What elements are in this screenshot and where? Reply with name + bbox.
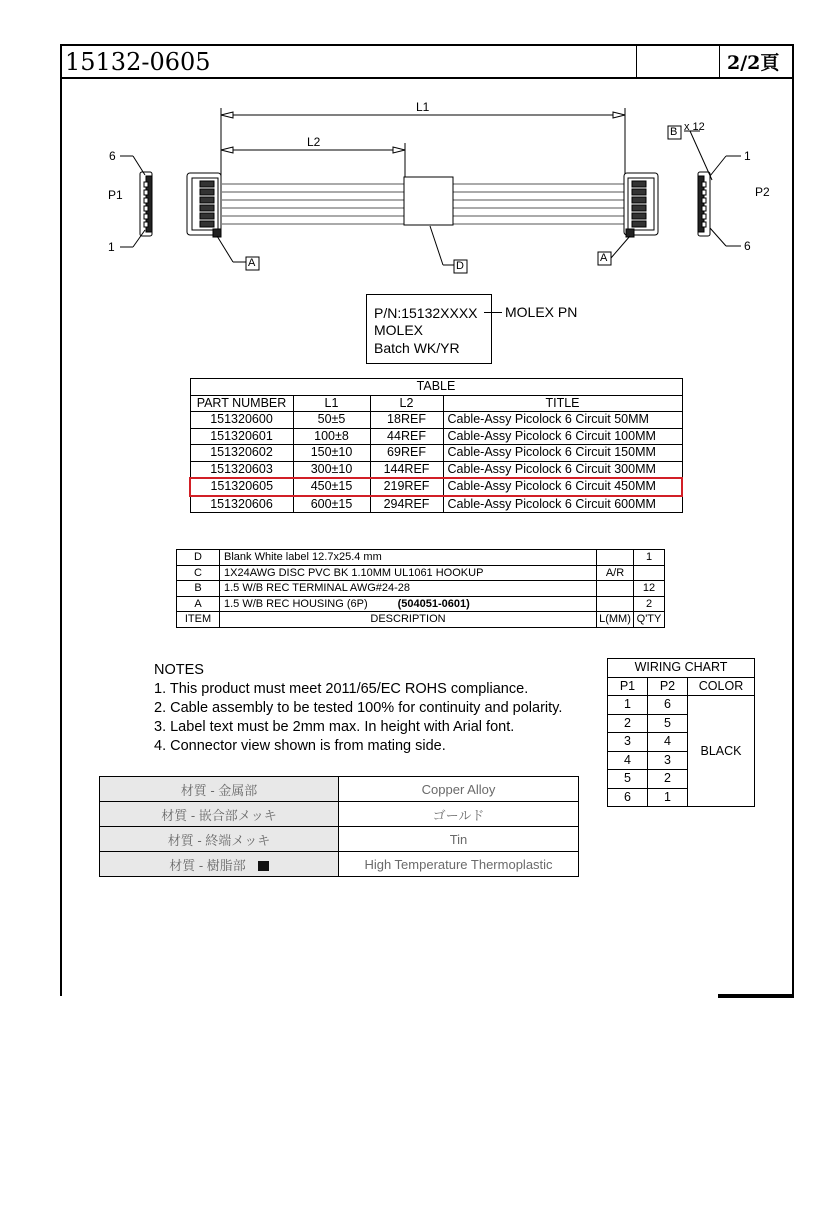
p1-pin-bottom: 1 (108, 240, 115, 254)
table-header: L(MM) (597, 612, 634, 628)
cable-label (404, 177, 453, 225)
label-line-3: Batch WK/YR (374, 340, 460, 356)
table-cell: 1 (648, 788, 688, 807)
callout-d: D (456, 260, 464, 272)
p1-face-view (140, 172, 152, 236)
table-row (190, 496, 682, 513)
table-cell: Cable-Assy Picolock 6 Circuit 100MM (443, 428, 682, 445)
table-header: L1 (293, 395, 370, 412)
material-value: ゴールド (339, 802, 579, 827)
material-value: Copper Alloy (339, 777, 579, 802)
title-block-bottom-line (60, 77, 794, 79)
table-header: P2 (648, 677, 688, 696)
table-header: COLOR (688, 677, 755, 696)
table-cell (597, 581, 634, 597)
table-row (190, 412, 682, 429)
table-cell: 1.5 W/B REC TERMINAL AWG#24-28 (220, 581, 597, 597)
table-cell: Cable-Assy Picolock 6 Circuit 600MM (443, 496, 682, 513)
title-block-divider (719, 44, 720, 78)
table-cell: D (177, 550, 220, 566)
table-cell: Cable-Assy Picolock 6 Circuit 50MM (443, 412, 682, 429)
p1-pin-top: 6 (109, 149, 116, 163)
table-row (177, 581, 665, 597)
table-cell: 144REF (370, 461, 443, 478)
p1-label: P1 (108, 188, 123, 202)
housing-part-number: (504051-0601) (397, 597, 470, 610)
arrowhead (393, 147, 405, 153)
table-row (100, 777, 579, 802)
notes-heading: NOTES (154, 662, 204, 678)
p2-face-view (698, 172, 710, 236)
table-cell: 1X24AWG DISC PVC BK 1.10MM UL1061 HOOKUP (220, 565, 597, 581)
frame-top-line (60, 44, 794, 46)
cable-assembly-drawing (0, 90, 827, 280)
part-number-table (189, 378, 683, 513)
note-item: 3. Label text must be 2mm max. In height with Arial font. (154, 719, 515, 735)
table-header: P1 (608, 677, 648, 696)
wiring-chart-table (607, 658, 755, 807)
table-header: PART NUMBER (190, 395, 293, 412)
table-row (190, 445, 682, 462)
table-cell: 69REF (370, 445, 443, 462)
color-swatch-icon (258, 861, 269, 871)
table-row-highlighted (190, 478, 682, 496)
table-cell: 5 (608, 770, 648, 789)
p2-label: P2 (755, 185, 770, 199)
housing-description: 1.5 W/B REC HOUSING (6P) (224, 597, 368, 610)
table-cell: 50±5 (293, 412, 370, 429)
label-line-2: MOLEX (374, 322, 424, 338)
arrowhead (613, 112, 625, 118)
table-cell: 3 (648, 751, 688, 770)
table-header: ITEM (177, 612, 220, 628)
table-cell: 4 (608, 751, 648, 770)
table-cell: 6 (608, 788, 648, 807)
wire-color-cell: BLACK (688, 696, 755, 807)
p1-side-view (187, 173, 221, 237)
table-row (100, 852, 579, 877)
table-cell: 2 (648, 770, 688, 789)
note-item: 2. Cable assembly to be tested 100% for continuity and polarity. (154, 700, 563, 716)
table-cell: 151320603 (190, 461, 293, 478)
materials-table (99, 776, 579, 877)
table-cell: 151320605 (190, 478, 293, 496)
table-row (177, 565, 665, 581)
material-key (100, 852, 339, 877)
wiring-chart-title: WIRING CHART (608, 659, 755, 678)
callout-a-right: A (600, 252, 608, 264)
table-cell: 151320600 (190, 412, 293, 429)
table-caption: TABLE (190, 379, 682, 396)
table-row (100, 827, 579, 852)
material-key-text: 材質 - 樹脂部 (169, 857, 246, 873)
bill-of-materials-table (176, 549, 665, 628)
arrowhead (221, 112, 233, 118)
table-cell: A/R (597, 565, 634, 581)
table-header: TITLE (443, 395, 682, 412)
table-cell: 3 (608, 733, 648, 752)
table-cell: 18REF (370, 412, 443, 429)
table-cell: 600±15 (293, 496, 370, 513)
table-row (608, 696, 755, 715)
table-cell: 151320601 (190, 428, 293, 445)
table-row (177, 550, 665, 566)
table-cell (597, 550, 634, 566)
table-cell: Cable-Assy Picolock 6 Circuit 450MM (443, 478, 682, 496)
material-key: 材質 - 金属部 (100, 777, 339, 802)
table-cell: 151320606 (190, 496, 293, 513)
table-cell: 1 (608, 696, 648, 715)
dim-l2-label: L2 (307, 135, 321, 149)
material-key: 材質 - 嵌合部メッキ (100, 802, 339, 827)
callout-a-left: A (248, 257, 256, 269)
table-header: DESCRIPTION (220, 612, 597, 628)
notes-section (154, 661, 562, 756)
table-cell: 100±8 (293, 428, 370, 445)
table-row (100, 802, 579, 827)
table-cell: B (177, 581, 220, 597)
table-cell: 151320602 (190, 445, 293, 462)
callout-b-qty: x 12 (684, 121, 705, 133)
doc-number: 15132-0605 (65, 48, 211, 76)
table-cell: 12 (634, 581, 665, 597)
material-key: 材質 - 終端メッキ (100, 827, 339, 852)
label-pointer-line (484, 312, 502, 313)
table-cell: 2 (608, 714, 648, 733)
table-cell: Cable-Assy Picolock 6 Circuit 150MM (443, 445, 682, 462)
table-cell: 4 (648, 733, 688, 752)
table-cell: C (177, 565, 220, 581)
table-row (190, 428, 682, 445)
table-cell: 6 (648, 696, 688, 715)
material-value: High Temperature Thermoplastic (339, 852, 579, 877)
table-cell: 1 (634, 550, 665, 566)
table-cell: Blank White label 12.7x25.4 mm (220, 550, 597, 566)
table-header-row (177, 612, 665, 628)
note-item: 4. Connector view shown is from mating side. (154, 738, 446, 754)
table-cell: 2 (634, 596, 665, 612)
page-number: 2/2頁 (727, 52, 780, 74)
table-row (177, 596, 665, 612)
table-cell: 5 (648, 714, 688, 733)
p2-pin-bottom: 6 (744, 239, 751, 253)
arrowhead (221, 147, 233, 153)
material-value: Tin (339, 827, 579, 852)
table-header: L2 (370, 395, 443, 412)
table-cell: 150±10 (293, 445, 370, 462)
table-row (190, 461, 682, 478)
dim-l1-label: L1 (416, 100, 430, 114)
table-cell: 219REF (370, 478, 443, 496)
table-cell: 300±10 (293, 461, 370, 478)
p2-pin-top: 1 (744, 149, 751, 163)
callout-b: B (670, 126, 678, 138)
table-header: Q'TY (634, 612, 665, 628)
table-cell: 450±15 (293, 478, 370, 496)
table-cell (220, 596, 597, 612)
title-block-divider (636, 44, 637, 78)
table-cell: A (177, 596, 220, 612)
table-cell: Cable-Assy Picolock 6 Circuit 300MM (443, 461, 682, 478)
table-cell: 44REF (370, 428, 443, 445)
footer-bar (718, 994, 794, 998)
table-cell (634, 565, 665, 581)
label-pointer-text: MOLEX PN (505, 304, 578, 320)
table-cell (597, 596, 634, 612)
note-item: 1. This product must meet 2011/65/EC ROHS compliance. (154, 681, 529, 697)
label-line-1: P/N:15132XXXX (374, 305, 478, 321)
p2-side-view (624, 173, 658, 237)
table-cell: 294REF (370, 496, 443, 513)
